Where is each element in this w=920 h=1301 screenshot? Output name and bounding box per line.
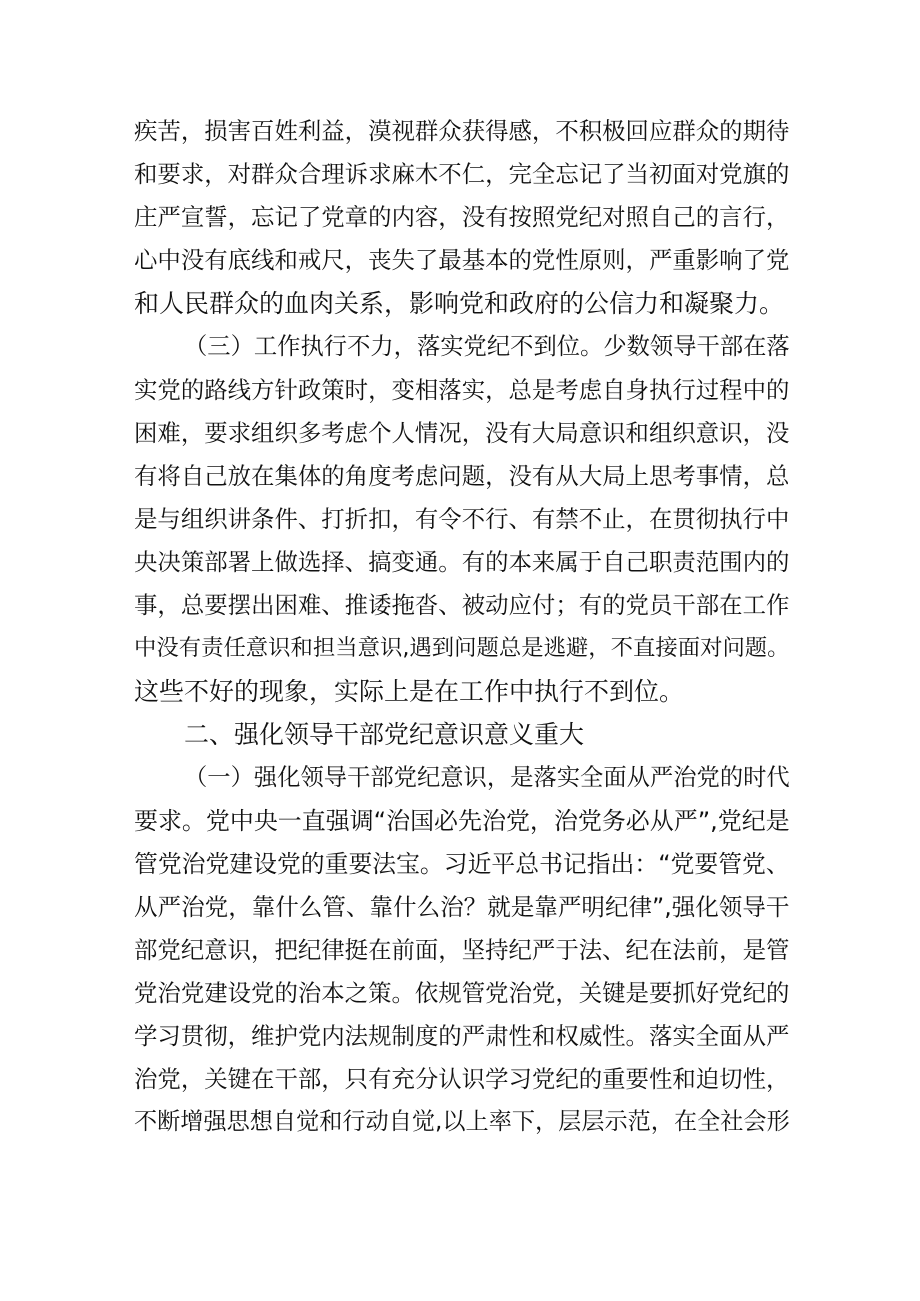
text-line: 党治党建设党的治本之策。依规管党治党，关键是要抓好党纪的 [134, 978, 790, 1007]
text-line: 庄严宣誓，忘记了党章的内容，没有按照党纪对照自己的言行， [134, 203, 790, 232]
text-line: 学习贯彻，维护党内法规制度的严肃性和权威性。落实全面从严 [134, 1021, 790, 1050]
text-line: 这些不好的现象，实际上是在工作中执行不到位。 [134, 677, 685, 707]
text-line: 管党治党建设党的重要法宝。习近平总书记指出：“党要管党、 [134, 849, 790, 878]
text-line: 部党纪意识，把纪律挺在前面，坚持纪严于法、纪在法前，是管 [134, 935, 790, 964]
text-line: 治党，关键在干部，只有充分认识学习党纪的重要性和迫切性， [134, 1065, 790, 1094]
text-line: 和人民群众的血肉关系，影响党和政府的公信力和凝聚力。 [134, 289, 785, 319]
text-line: 困难，要求组织多考虑个人情况，没有大局意识和组织意识，没 [134, 418, 790, 447]
text-line: 二、强化领导干部党纪意识意义重大 [184, 720, 585, 750]
text-line: （三）工作执行不力，落实党纪不到位。少数领导干部在落 [184, 333, 790, 361]
text-line: （一）强化领导干部党纪意识，是落实全面从严治党的时代 [184, 764, 790, 792]
text-line: 要求。党中央一直强调“治国必先治党，治党务必从严”,党纪是 [134, 806, 790, 835]
text-line: 是与组织讲条件、打折扣，有令不行、有禁不止，在贯彻执行中 [134, 504, 790, 533]
text-line: 实党的路线方针政策时，变相落实，总是考虑自身执行过程中的 [134, 375, 790, 404]
text-line: 央决策部署上做选择、搞变通。有的本来属于自己职责范围内的 [134, 547, 790, 576]
document-body-text [134, 110, 790, 1144]
text-line: 从严治党，靠什么管、靠什么治？就是靠严明纪律”,强化领导干 [134, 892, 790, 921]
text-line: 有将自己放在集体的角度考虑问题，没有从大局上思考事情，总 [134, 461, 790, 490]
text-line: 疾苦，损害百姓利益，漠视群众获得感，不积极回应群众的期待 [134, 117, 790, 145]
text-line: 和要求，对群众合理诉求麻木不仁，完全忘记了当初面对党旗的 [134, 160, 790, 189]
text-line: 事，总要摆出困难、推诿拖沓、被动应付；有的党员干部在工作 [134, 591, 790, 620]
text-line: 心中没有底线和戒尺，丧失了最基本的党性原则，严重影响了党 [134, 246, 790, 275]
text-line: 中没有责任意识和担当意识,遇到问题总是逃避，不直接面对问题。 [134, 635, 790, 662]
text-line: 不断增强思想自觉和行动自觉,以上率下，层层示范，在全社会形 [134, 1109, 790, 1136]
